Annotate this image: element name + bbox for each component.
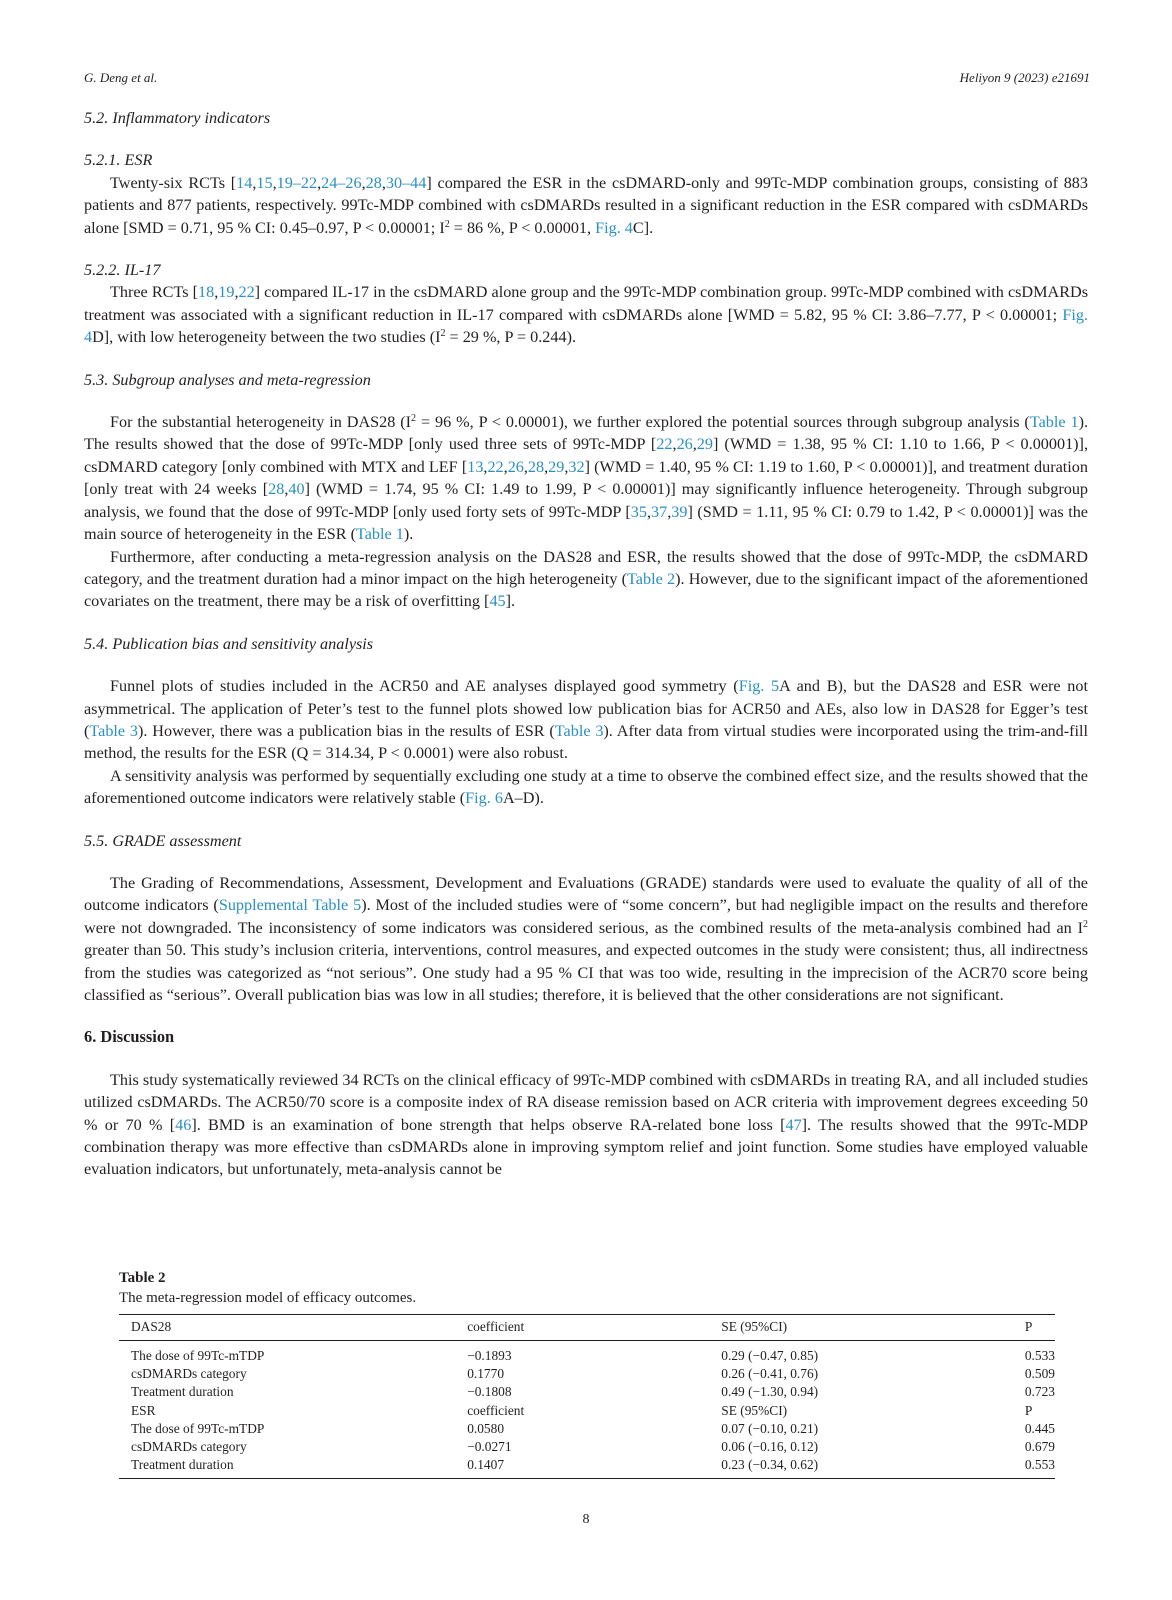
table-cell: 0.49 (−1.30, 0.94): [721, 1384, 819, 1400]
article-body: [84, 107, 1088, 1181]
citation-link[interactable]: 35: [630, 502, 647, 521]
figure-link[interactable]: Fig. 4: [595, 218, 633, 237]
paragraph-il17: Three RCTs [18,19,22] compared IL-17 in the csDMARD alone group and the 99Tc-MDP combination group. 99Tc-MDP combined with csDMARDs treatment was associated with a significant reduction in IL-17 compared with csDMARDs alone [WMD = 5.82, 95 % CI: 3.86–7.77, P < 0.00001; Fig. 4D], with low heterogeneity between the two studies ($I^2 = 29$ %, P = 0.244).: [84, 283, 1088, 347]
section-heading-6: 6. Discussion: [84, 1027, 175, 1047]
running-header-journal: Heliyon 9 (2023) e21691: [959, 70, 1090, 85]
table-link[interactable]: Table 2: [627, 569, 676, 588]
table-row: [119, 1365, 1055, 1383]
figure-link[interactable]: Fig. 4: [84, 305, 1088, 347]
table-link[interactable]: Table 1: [355, 525, 404, 544]
table-row: [119, 1402, 1055, 1420]
citation-link[interactable]: 39: [671, 502, 688, 521]
citation-link[interactable]: 15: [256, 173, 273, 192]
citation-link[interactable]: 40: [288, 480, 305, 499]
table-cell: −0.0271: [467, 1439, 512, 1455]
citation-link[interactable]: 24–26: [321, 173, 362, 192]
table-cell: 0.509: [1024, 1366, 1055, 1382]
paragraph-subgroup: For the substantial heterogeneity in DAS28 ($I^2 = 96$ %, P < 0.00001), we further explored the potential sources through subgroup analysis (Table 1). The results showed that the dose of 99Tc-MDP [only used three sets of 99Tc-MDP [22,26,29] (WMD = 1.38, 95 % CI: 1.10 to 1.66, P < 0.00001)], csDMARD category [only combined with MTX and LEF [13,22,26,28,29,32] (WMD = 1.40, 95 % CI: 1.19 to 1.60, P < 0.00001)], and treatment duration [only treat with 24 weeks [28,40] (WMD = 1.74, 95 % CI: 1.49 to 1.99, P < 0.00001)] may significantly influence heterogeneity. Through subgroup analysis, we found that the dose of 99Tc-MDP [only used forty sets of 99Tc-MDP [35,37,39] (SMD = 1.11, 95 % CI: 0.79 to 1.42, P < 0.00001)] was the main source of heterogeneity in the ESR (Table 1).: [84, 413, 1089, 544]
section-heading-5-4: 5.4. Publication bias and sensitivity analysis: [84, 634, 374, 653]
citation-link[interactable]: 22: [656, 435, 673, 454]
citation-link[interactable]: 47: [785, 1115, 802, 1134]
section-heading-5-5: 5.5. GRADE assessment: [84, 831, 242, 850]
table-cell: 0.533: [1024, 1348, 1055, 1363]
column-header: coefficient: [455, 1315, 709, 1341]
paragraph-grade: The Grading of Recommendations, Assessment, Development and Evaluations (GRADE) standards were used to evaluate the quality of all of the outcome indicators (Supplemental Table 5). Most of the included studies were of “some concern”, but had negligible impact on the results and therefore were not downgraded. The inconsistency of some indicators was considered serious, as the combined results of the meta-analysis combined had an $I^2$ greater than 50. This study’s inclusion criteria, interventions, control measures, and expected outcomes in the study were consistent; thus, all indirectness from the studies was categorized as “not serious”. One study had a 95 % CI that was too wide, resulting in the imprecision of the ACR70 score being classified as “serious”. Overall publication bias was low in all studies; therefore, it is believed that the other considerations are not significant.: [84, 873, 1088, 1004]
table-title: Table 2: [119, 1270, 166, 1286]
citation-link[interactable]: 13: [467, 457, 484, 476]
citation-link[interactable]: 29: [548, 457, 565, 476]
table-link[interactable]: Table 3: [554, 721, 604, 740]
table-cell: 0.1407: [455, 1456, 709, 1479]
table-cell: −0.1893: [467, 1348, 512, 1363]
citation-link[interactable]: 18: [198, 283, 215, 302]
running-header-authors: G. Deng et al.: [84, 70, 158, 85]
paragraph-funnel: Funnel plots of studies included in the ACR50 and AE analyses displayed good symmetry (Fig. 5A and B), but the DAS28 and ESR were not asymmetrical. The application of Peter’s test to the funnel plots showed low publication bias for ACR50 and AEs, also low in DAS28 for Egger’s test (Table 3). However, there was a publication bias in the results of ESR (Table 3). After data from virtual studies were incorporated using the trim-and-fill method, the results for the ESR (Q = 314.34, P < 0.0001) were also robust.: [84, 677, 1089, 763]
paragraph-meta-regression: Furthermore, after conducting a meta-regression analysis on the DAS28 and ESR, the results showed that the dose of 99Tc-MDP, the csDMARD category, and the treatment duration had a minor impact on the high heterogeneity (Table 2). However, due to the significant impact of the aforementioned covariates on the treatment, there may be a risk of overfitting [45].: [84, 547, 1088, 611]
citation-link[interactable]: 46: [175, 1115, 192, 1134]
citation-link[interactable]: 26: [676, 435, 693, 454]
citation-link[interactable]: 19–22: [276, 173, 318, 192]
table-cell: Treatment duration: [119, 1456, 455, 1479]
table-cell: 0.723: [1024, 1384, 1055, 1400]
table-header-row: [119, 1315, 1055, 1341]
citation-link[interactable]: 26: [507, 457, 524, 476]
section-heading-5-2: 5.2. Inflammatory indicators: [84, 109, 271, 127]
table-link[interactable]: Table 3: [89, 721, 139, 740]
citation-link[interactable]: 22: [238, 283, 255, 302]
table-cell: 0.553: [1013, 1456, 1055, 1479]
table-cell: Treatment duration: [131, 1384, 234, 1400]
table-row: [119, 1420, 1055, 1438]
paragraph-discussion: This study systematically reviewed 34 RCTs on the clinical efficacy of 99Tc-MDP combined with csDMARDs in treating RA, and all included studies utilized csDMARDs. The ACR50/70 score is a composite index of RA disease remission based on ACR criteria with improvement degrees exceeding 50 % or 70 % [46]. BMD is an examination of bone strength that helps observe RA-related bone loss [47]. The results showed that the 99Tc-MDP combination therapy was more effective than csDMARDs alone in improving symptom relief and joint function. Some studies have employed valuable evaluation indicators, but unfortunately, meta-analysis cannot be: [84, 1070, 1089, 1179]
table-cell: The dose of 99Tc-mTDP: [131, 1420, 265, 1436]
figure-link[interactable]: Fig. 5: [738, 677, 780, 696]
table-link[interactable]: Table 1: [1029, 413, 1079, 432]
table-row: [119, 1341, 1055, 1366]
table-cell: 0.06 (−0.16, 0.12): [721, 1439, 819, 1455]
figure-link[interactable]: Fig. 6: [465, 789, 503, 808]
subsection-heading-5-2-1: 5.2.1. ESR: [84, 151, 153, 170]
meta-regression-table: [119, 1314, 1055, 1479]
citation-link[interactable]: 30–44: [385, 173, 427, 192]
citation-link[interactable]: 28: [527, 457, 545, 476]
table-cell: 0.23 (−0.34, 0.62): [709, 1456, 1013, 1479]
citation-link[interactable]: 14: [236, 173, 253, 192]
table-cell: 0.0580: [467, 1420, 505, 1436]
table-cell: 0.26 (−0.41, 0.76): [721, 1366, 819, 1382]
citation-link[interactable]: 22: [487, 457, 504, 476]
table-cell: csDMARDs category: [131, 1439, 247, 1455]
table-cell: coefficient: [467, 1402, 525, 1418]
column-header: DAS28: [119, 1315, 455, 1341]
paragraph-sensitivity: A sensitivity analysis was performed by sequentially excluding one study at a time to observe the combined effect size, and the results showed that the aforementioned outcome indicators were relatively stable (Fig. 6A–D).: [84, 766, 1088, 808]
table-cell: 0.29 (−0.47, 0.85): [721, 1348, 819, 1363]
table-cell: 0.1770: [467, 1366, 505, 1382]
citation-link[interactable]: 19: [218, 283, 235, 302]
citation-link[interactable]: 28: [268, 480, 285, 499]
table-caption: The meta-regression model of efficacy outcomes.: [119, 1290, 417, 1306]
table-cell: SE (95%CI): [721, 1402, 788, 1418]
section-heading-5-3: 5.3. Subgroup analyses and meta-regression: [84, 370, 371, 389]
table-cell: The dose of 99Tc-mTDP: [131, 1348, 265, 1363]
table-2: [119, 1268, 1055, 1479]
supplement-link[interactable]: Supplemental Table 5: [218, 896, 362, 915]
table-cell: P: [1024, 1402, 1033, 1418]
table-cell: csDMARDs category: [131, 1366, 247, 1382]
column-header: SE (95%CI): [709, 1315, 1013, 1341]
citation-link[interactable]: 32: [568, 457, 585, 476]
citation-link[interactable]: 45: [489, 592, 506, 611]
table-cell: 0.07 (−0.10, 0.21): [721, 1420, 819, 1436]
page-number: 8: [582, 1512, 590, 1527]
table-cell: −0.1808: [467, 1384, 512, 1400]
citation-link[interactable]: 29: [696, 435, 713, 454]
table-row: [119, 1456, 1055, 1479]
citation-link[interactable]: 28: [365, 173, 382, 192]
table-row: [119, 1438, 1055, 1456]
column-header: P: [1013, 1315, 1055, 1341]
table-cell: ESR: [131, 1402, 156, 1418]
table-row: [119, 1383, 1055, 1401]
subsection-heading-5-2-2: 5.2.2. IL-17: [84, 261, 161, 280]
table-cell: 0.679: [1024, 1439, 1055, 1455]
citation-link[interactable]: 37: [651, 502, 668, 521]
table-cell: 0.445: [1024, 1420, 1055, 1436]
paragraph-esr: Twenty-six RCTs [14,15,19–22,24–26,28,30–44] compared the ESR in the csDMARD-only and 99Tc-MDP combination groups, consisting of 883 patients and 877 patients, respectively. 99Tc-MDP combined with csDMARDs resulted in a significant reduction in the ESR compared with csDMARDs alone [SMD = 0.71, 95 % CI: 0.45–0.97, P < 0.00001; $I^2 = 86$ %, P < 0.00001, Fig. 4C].: [84, 173, 1088, 237]
